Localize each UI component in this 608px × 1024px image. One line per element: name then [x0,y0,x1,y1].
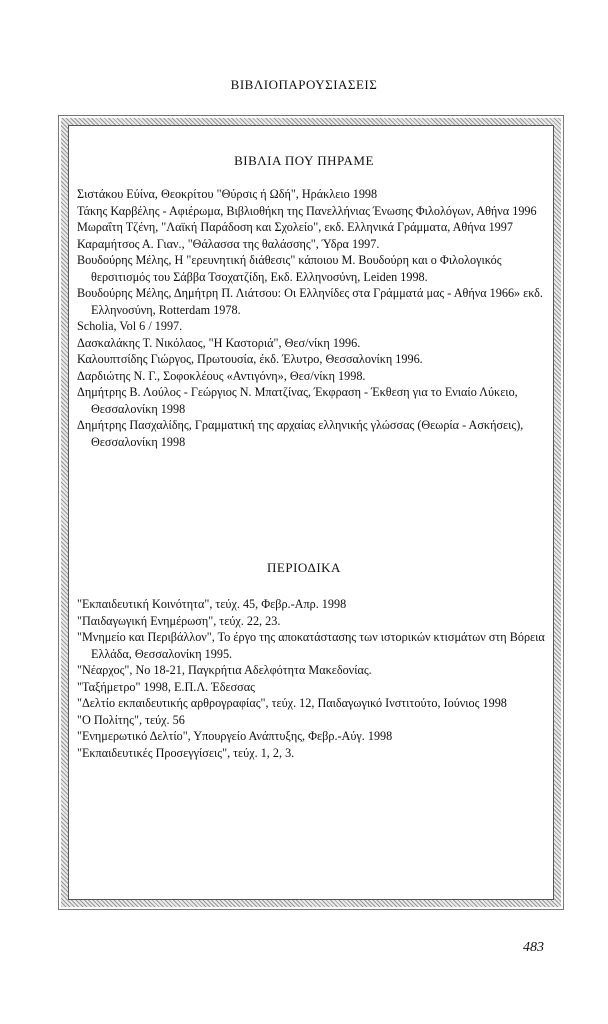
running-header: ΒΙΒΛΙΟΠΑΡΟΥΣΙΑΣΕΙΣ [230,77,378,92]
periodical-entry: "Εκπαιδευτικές Προσεγγίσεις", τεύχ. 1, 2, 3. [77,745,295,760]
periodical-entry: "Ενημερωτικό Δελτίο", Υπουργείο Ανάπτυξης, Φεβρ.-Αύγ. 1998 [77,729,393,743]
periodical-entry: "Παιδαγωγική Ενημέρωση", τεύχ. 22, 23. [77,613,281,628]
periodical-entry: "Ο Πολίτης", τεύχ. 56 [77,712,185,727]
periodical-entry: "Εκπαιδευτική Κοινότητα", τεύχ. 45, Φεβρ.-Απρ. 1998 [77,597,347,611]
book-entry: Τάκης Καρβέλης - Αφιέρωμα, Βιβλιοθήκη της Πανελλήνιας Ένωσης Φιλολόγων, Αθήνα 1996 [77,203,537,218]
book-entry: Scholia, Vol 6 / 1997. [77,319,183,333]
books-list [77,186,553,450]
periodical-entry: "Μνημείο και Περιβάλλον", Το έργο της αποκατάστασης των ιστορικών κτισμάτων στη Βόρεια Ελλάδα, Θεσσαλονίκη 1995. [77,630,545,661]
periodical-entry: "Ταξήμετρο" 1998, Ε.Π.Λ. Έδεσσας [77,679,255,694]
book-entry: Βουδούρης Μέλης, Η "ερευνητική διάθεσις" κάποιου Μ. Βουδούρη και ο Φιλολογικός θερσιτισμός του Σάββα Τσοχατζίδη, Εκδ. Ελληνοσύνη, Leiden 1998. [77,253,502,284]
page-number: 483 [523,940,544,955]
periodical-entry: "Δελτίο εκπαιδευτικής αρθρογραφίας", τεύχ. 12, Παιδαγωγικό Ινστιτούτο, Ιούνιος 1998 [77,696,507,710]
book-entry: Δημήτρης Πασχαλίδης, Γραμματική της αρχαίας ελληνικής γλώσσας (Θεωρία - Ασκήσεις), Θεσσαλονίκη 1998 [77,418,524,449]
book-entry: Καλουπτσίδης Γιώργος, Πρωτουσία, έκδ. Έλυτρο, Θεσσαλονίκη 1996. [77,352,423,366]
book-entry: Δημήτρης Β. Λούλος - Γεώργιος Ν. Μπατζίνας, Έκφραση - Έκθεση για το Ενιαίο Λύκειο, Θεσσαλονίκη 1998 [77,385,518,416]
periodicals-list [77,596,553,761]
book-entry: Δαρδιώτης Ν. Γ., Σοφοκλέους «Αντιγόνη», Θεσ/νίκη 1998. [77,368,366,383]
book-entry: Μωραΐτη Τζένη, "Λαϊκή Παράδοση και Σχολείο", εκδ. Ελληνικά Γράμματα, Αθήνα 1997 [77,220,513,234]
periodical-entry: "Νέαρχος", Νο 18-21, Παγκρήτια Αδελφότητα Μακεδονίας. [77,663,372,677]
book-entry: Σιστάκου Εύίνα, Θεοκρίτου "Θύρσις ή Ωδή", Ηράκλειο 1998 [77,187,378,201]
books-section-title: ΒΙΒΛΙΑ ΠΟΥ ΠΗΡΑΜΕ [234,153,374,168]
book-entry: Δασκαλάκης Τ. Νικόλαος, "Η Καστοριά", Θεσ/νίκη 1996. [77,335,361,350]
book-entry: Βουδούρης Μέλης, Δημήτρη Π. Λιάτσου: Οι Ελληνίδες στα Γράμματά μας - Αθήνα 1966» εκδ. Ελληνοσύνη, Rotterdam 1978. [77,286,543,317]
book-entry: Καραμήτσος Α. Γιαν., "Θάλασσα της θαλάσσης", Ύδρα 1997. [77,236,380,251]
periodicals-section-title: ΠΕΡΙΟΔΙΚΑ [267,560,341,575]
